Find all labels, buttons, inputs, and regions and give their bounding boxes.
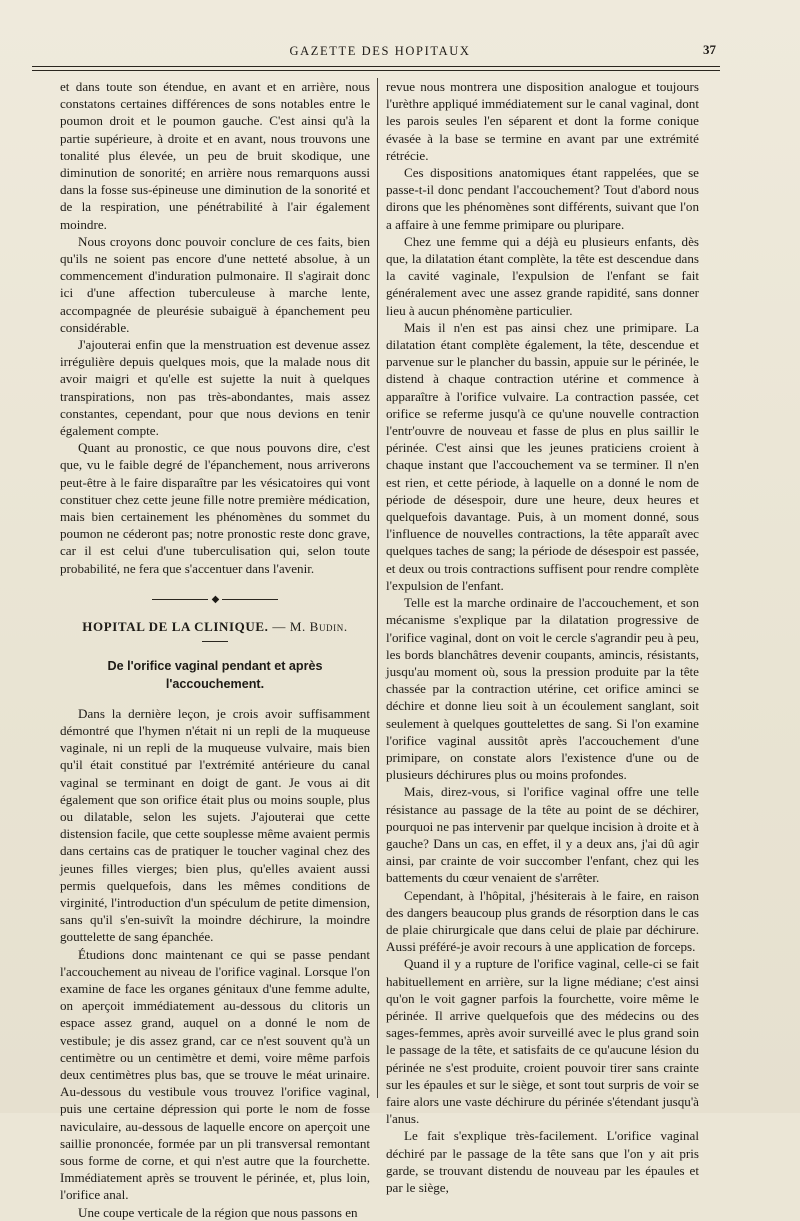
paragraph: Le fait s'explique très-facilement. L'orifice vaginal déchiré par le passage de la tête sans que l'on y ait pris garde, se trouvant distendu de nouveau par les épaules et par le siège,: [386, 1128, 699, 1195]
paragraph: J'ajouterai enfin que la menstruation est devenue assez irrégulière depuis quelques mois, que la malade nous dit avoir maigri et qu'elle est sujette la nuit à quelques transpirations, non pas très-abondantes, mais assez constantes, cependant, pour que nous devions en tenir également compte.: [60, 337, 370, 439]
header-rule: [32, 66, 720, 67]
section-dash: —: [268, 619, 290, 635]
paragraph: Quant au pronostic, ce que nous pouvons dire, c'est que, vu le faible degré de l'épanchement, nous arriverons peut-être à le faire disparaître par les vésicatoires qui vont constituer chez cette jeune fille notre première médication, mais bien certainement les phénomènes du sommet du poumon ne céderont pas; notre pronostic reste donc grave, car il est celui d'une tuberculisation qui, selon toute probabilité, ne fera que s'accentuer dans l'avenir.: [60, 440, 370, 576]
paragraph: Ces dispositions anatomiques étant rappelées, que se passe-t-il donc pendant l'accouchement? Tout d'abord nous dirons que les phénomènes sont différents, suivant que l'on a affaire à une femme primipare ou pluripare.: [386, 165, 699, 232]
paragraph: Mais, direz-vous, si l'orifice vaginal offre une telle résistance au passage de la tête au point de se déchirer, pourquoi ne pas intervenir par quelque incision à droite et à gauche? Dans un cas, en effet, il y a deux ans, j'ai dû agir ainsi, par crainte de voir succomber l'enfant, chez qui les battements du cœur venaient de s'arrêter.: [386, 784, 699, 886]
section-title: HOPITAL DE LA CLINIQUE.: [82, 619, 269, 635]
short-rule: [202, 641, 228, 642]
column-divider: [377, 78, 378, 1098]
paragraph: Une coupe verticale de la région que nous passons en: [78, 1204, 358, 1220]
running-title: GAZETTE DES HOPITAUX: [289, 44, 471, 58]
right-column: [386, 78, 699, 1196]
section-author: M. Budin.: [289, 619, 348, 635]
paragraph: Chez une femme qui a déjà eu plusieurs enfants, dès que, la dilatation étant complète, la tête est descendue dans la cavité vaginale, l'expulsion de l'enfant se fait généralement avec une assez grande rapidité, sans donner lieu à aucun phénomène particulier.: [386, 233, 699, 318]
left-column: [60, 78, 370, 1221]
section-separator-ornament: ◆: [60, 591, 370, 608]
paragraph: revue nous montrera une disposition analogue et toujours l'urèthre appliqué immédiatement sur le canal vaginal, dont les parois seules l'en séparent et dont la forme conique évasée à la base se termine en avant par une extrémité rétrécie.: [386, 79, 699, 163]
paragraph: Mais il n'en est pas ainsi chez une primipare. La dilatation étant complète également, la tête, descendue et parvenue sur le plancher du bassin, appuie sur le périnée, le distend à chaque contraction utérine et commence à apparaître à l'orifice vulvaire. La contraction passée, cet orifice se referme jusqu'à ce qu'une nouvelle contraction l'entr'ouvre de nouveau et fasse de plus en plus saillir le périnée. C'est ainsi que les jeunes praticiens croient à chaque instant que l'accouchement va se terminer. Il n'en est rien, et cette période, à laquelle on a donné le nom de période de désespoir, dure une heure, deux heures et quelquefois davantage. Puis, à un moment donné, sous l'influence de nouvelles contractions, la tête apparaît avec quelques taches de sang; la période de désespoir est passée, et deux ou trois contractions suffisent pour rendre complète l'expulsion de l'enfant.: [386, 319, 699, 593]
page-number: 37: [703, 42, 716, 57]
paragraph: Nous croyons donc pouvoir conclure de ces faits, bien qu'ils ne soient pas encore d'une netteté absolue, à un commencement d'induration pulmonaire. Il s'agirait donc ici d'une affection tuberculeuse à marche lente, accompagnée de pleurésie subaiguë à épanchement peu considérable.: [60, 233, 370, 335]
paragraph: Cependant, à l'hôpital, j'hésiterais à le faire, en raison des dangers beaucoup plus grands de résorption dans le cas de plaie chirurgicale que dans celui de plaie par déchirure. Aussi préféré-je avoir recours à une application de forceps.: [386, 887, 699, 955]
section-header: [60, 618, 370, 635]
paragraph: Dans la dernière leçon, je crois avoir suffisamment démontré que l'hymen n'était ni un repli de la muqueuse vaginale, ni un repli de la muqueuse vulvaire, mais bien qu'il était constitué par l'extrémité antérieure du canal vaginal se terminant en doigt de gant. Je vous ai dit également que son orifice était plus ou moins souple, plus ou dilatable, selon les sujets. J'ajouterai que cette distension facile, que cette souplesse même avaient permis dans certains cas de pratiquer le toucher vaginal chez des jeunes filles vierges; bien plus, qu'elles avaient aussi permis quelquefois, dans les mêmes conditions de virginité, l'introduction d'un spéculum de petite dimension, sans qu'il s'en-suivît la moindre déchirure, la moindre gouttelette de sang épanchée.: [60, 705, 370, 945]
header-rule-thin: [32, 70, 720, 71]
paragraph: Telle est la marche ordinaire de l'accouchement, et son mécanisme s'explique par la dilatation progressive de l'orifice vaginal, dont on voit le cercle s'agrandir peu à peu, les bords blanchâtres devenir coupants, amincis, résistants, jusqu'au moment où, sous la pression produite par la tête chassée par la contraction utérine, cet orifice aminci se déchire et donne lieu soit à un écoulement sanglant, soit seulement à quelques gouttelettes de sang. Si l'on examine l'orifice vaginal aussitôt après l'accouchement d'une primipare, on constate alors l'existence d'une ou de plusieurs déchirures plus ou moins profondes.: [386, 595, 699, 783]
article-subheading: De l'orifice vaginal pendant et après l'accouchement.: [107, 659, 323, 691]
paragraph: et dans toute son étendue, en avant et en arrière, nous constatons certaines différences de sons notables entre le poumon droit et le poumon gauche. C'est ainsi qu'à la partie supérieure, à droite et en avant, nous trouvons une tonalité plus élevée, un peu de bruit skodique, une diminution de sonorité; en arrière nous remarquons aussi dans la fosse sus-épineuse une diminution de la sonorité et de la respiration, une pénétrabilité à l'air également moindre.: [60, 79, 370, 232]
paragraph: Quand il y a rupture de l'orifice vaginal, celle-ci se fait habituellement en arrière, sur la ligne médiane; c'est ainsi qu'on le voit gagner parfois la fourchette, voire même le périnée. Il arrive quelquefois que des médecins ou des sages-femmes, après avoir surveillé avec le plus grand soin le passage de la tête, et satisfaits de ce qu'aucune lésion du périnée ne s'est produite, croient pouvoir tirer sans crainte sur les épaules et sur le siège, et sont tout surpris de voir se faire alors une vaste déchirure du périnée s'étendant jusqu'à l'anus.: [386, 956, 699, 1127]
paragraph: Étudions donc maintenant ce qui se passe pendant l'accouchement au niveau de l'orifice vaginal. Lorsque l'on examine de face les organes génitaux d'une femme adulte, on aperçoit immédiatement au-dessous du clitoris un espace assez grand, auquel on a donné le nom de vestibule; je dis assez grand, car ce n'est souvent qu'à un centimètre ou un centimètre et demi, voire même parfois deux centimètres plus bas, que se trouve le méat urinaire. Au-dessous du vestibule vous trouvez l'orifice vaginal, puis une certaine dépression qui porte le nom de fosse naviculaire, au-dessous de laquelle encore on aperçoit une saillie prononcée, formée par un pli transversal remontant sous forme de corne, et qui n'est autre que la fourchette. Immédiatement après se trouvent le périnée, et, plus loin, l'orifice anal.: [60, 946, 370, 1203]
running-header: [0, 40, 800, 62]
